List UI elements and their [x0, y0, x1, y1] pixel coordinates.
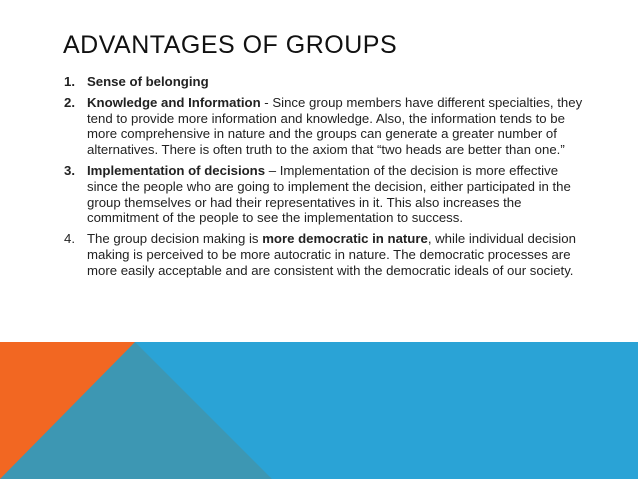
item-description: - Since group members have different specialties, they tend to provide more information and knowledge. Also, the information tends to be more comprehensive in nature and the groups can generate a greater number of alternatives. There is often truth to the axiom that “two heads are better than one.”: [87, 94, 583, 158]
item-text: [87, 163, 584, 226]
item-text: [87, 231, 584, 278]
list-item: [64, 74, 584, 90]
item-description: – Implementation of the decision is more effective since the people who are going to implement the decision, either participated in the group themselves or had their representatives in it. This also increases the commitment of the people to see the implementation to success.: [87, 162, 571, 226]
item-heading: Implementation of decisions: [87, 162, 266, 178]
item-number: 1.: [64, 74, 75, 89]
list-item: [64, 95, 584, 158]
item-number: 3.: [64, 162, 75, 178]
list-item: [64, 163, 584, 226]
slide-title: ADVANTAGES OF GROUPS: [63, 31, 398, 59]
item-number: 4.: [64, 231, 75, 247]
item-text: [87, 95, 584, 158]
item-description: , while individual decision making is perceived to be more autocratic in nature. The democratic processes are more easily acceptable and are consistent with the democratic ideals of our society.: [87, 231, 576, 278]
advantages-list: [64, 74, 584, 284]
item-heading: Sense of belonging: [87, 74, 209, 89]
item-heading: Knowledge and Information: [87, 94, 261, 110]
item-lead-text: The group decision making is: [87, 231, 263, 247]
item-heading: more democratic in nature: [262, 231, 428, 247]
item-number: 2.: [64, 94, 75, 110]
decorative-footer-band: [0, 342, 638, 479]
item-text: [87, 74, 584, 90]
list-item: [64, 231, 584, 278]
